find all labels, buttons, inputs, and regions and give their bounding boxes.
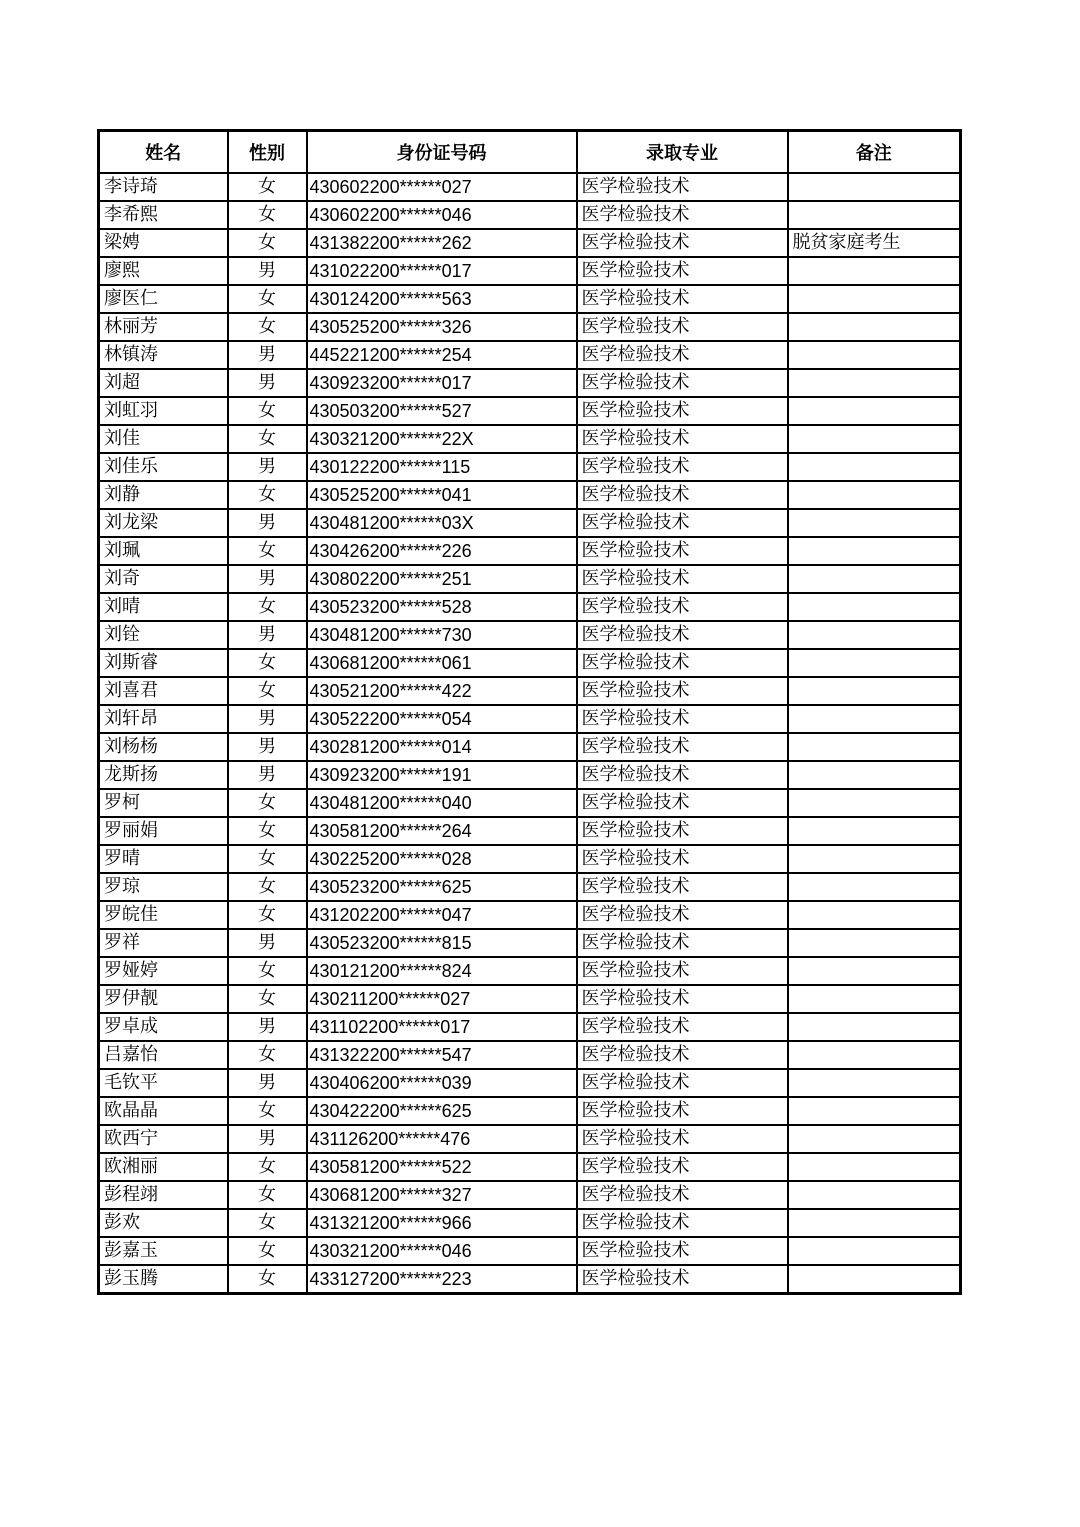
major-cell: 医学检验技术 — [577, 929, 788, 957]
table-row — [99, 1265, 961, 1294]
name-cell: 欧湘丽 — [99, 1153, 228, 1181]
id-number-cell: 445221200******254 — [307, 341, 577, 369]
table-row — [99, 1069, 961, 1097]
gender-cell: 女 — [228, 845, 307, 873]
table-row — [99, 1097, 961, 1125]
id-number-cell: 430923200******017 — [307, 369, 577, 397]
remark-cell — [788, 733, 961, 761]
table-row — [99, 761, 961, 789]
id-number-cell: 433127200******223 — [307, 1265, 577, 1294]
name-cell: 欧西宁 — [99, 1125, 228, 1153]
name-cell: 彭玉腾 — [99, 1265, 228, 1294]
major-cell: 医学检验技术 — [577, 621, 788, 649]
name-cell: 刘龙梁 — [99, 509, 228, 537]
id-number-cell: 430121200******824 — [307, 957, 577, 985]
table-row — [99, 845, 961, 873]
remark-cell — [788, 621, 961, 649]
name-cell: 林丽芳 — [99, 313, 228, 341]
major-cell: 医学检验技术 — [577, 229, 788, 257]
gender-cell: 女 — [228, 1041, 307, 1069]
gender-cell: 女 — [228, 1209, 307, 1237]
remark-cell — [788, 509, 961, 537]
gender-cell: 男 — [228, 1013, 307, 1041]
name-cell: 刘晴 — [99, 593, 228, 621]
major-cell: 医学检验技术 — [577, 593, 788, 621]
remark-cell — [788, 313, 961, 341]
table-row — [99, 397, 961, 425]
table-row — [99, 705, 961, 733]
name-cell: 刘静 — [99, 481, 228, 509]
gender-cell: 男 — [228, 257, 307, 285]
name-cell: 刘虹羽 — [99, 397, 228, 425]
major-cell: 医学检验技术 — [577, 1265, 788, 1294]
major-cell: 医学检验技术 — [577, 649, 788, 677]
name-cell: 龙斯扬 — [99, 761, 228, 789]
gender-cell: 男 — [228, 621, 307, 649]
id-number-cell: 430225200******028 — [307, 845, 577, 873]
name-cell: 林镇涛 — [99, 341, 228, 369]
name-cell: 罗祥 — [99, 929, 228, 957]
id-number-cell: 430523200******625 — [307, 873, 577, 901]
id-number-cell: 430124200******563 — [307, 285, 577, 313]
id-number-cell: 430481200******040 — [307, 789, 577, 817]
table-row — [99, 929, 961, 957]
name-cell: 罗丽娟 — [99, 817, 228, 845]
table-row — [99, 229, 961, 257]
table-row — [99, 537, 961, 565]
major-cell: 医学检验技术 — [577, 873, 788, 901]
major-cell: 医学检验技术 — [577, 1097, 788, 1125]
name-cell: 李诗琦 — [99, 173, 228, 201]
remark-cell — [788, 173, 961, 201]
id-number-cell: 430923200******191 — [307, 761, 577, 789]
remark-cell — [788, 593, 961, 621]
major-cell: 医学检验技术 — [577, 369, 788, 397]
remark-cell — [788, 425, 961, 453]
name-cell: 刘佳乐 — [99, 453, 228, 481]
id-number-cell: 430602200******027 — [307, 173, 577, 201]
gender-cell: 女 — [228, 873, 307, 901]
gender-cell: 女 — [228, 1181, 307, 1209]
table-body — [99, 173, 961, 1294]
name-cell: 欧晶晶 — [99, 1097, 228, 1125]
id-number-cell: 430211200******027 — [307, 985, 577, 1013]
remark-cell — [788, 1237, 961, 1265]
id-number-cell: 431022200******017 — [307, 257, 577, 285]
major-cell: 医学检验技术 — [577, 481, 788, 509]
major-cell: 医学检验技术 — [577, 1041, 788, 1069]
gender-cell: 女 — [228, 1153, 307, 1181]
name-cell: 刘珮 — [99, 537, 228, 565]
remark-cell — [788, 957, 961, 985]
id-number-cell: 430426200******226 — [307, 537, 577, 565]
gender-cell: 女 — [228, 173, 307, 201]
gender-cell: 女 — [228, 1097, 307, 1125]
name-cell: 刘超 — [99, 369, 228, 397]
gender-cell: 女 — [228, 285, 307, 313]
name-cell: 刘奇 — [99, 565, 228, 593]
table-row — [99, 453, 961, 481]
name-cell: 罗卓成 — [99, 1013, 228, 1041]
gender-cell: 男 — [228, 369, 307, 397]
id-number-cell: 430521200******422 — [307, 677, 577, 705]
major-cell: 医学检验技术 — [577, 985, 788, 1013]
name-cell: 罗皖佳 — [99, 901, 228, 929]
remark-cell — [788, 397, 961, 425]
name-cell: 刘杨杨 — [99, 733, 228, 761]
remark-cell: 脱贫家庭考生 — [788, 229, 961, 257]
id-number-cell: 430321200******046 — [307, 1237, 577, 1265]
remark-cell — [788, 929, 961, 957]
table-row — [99, 1237, 961, 1265]
name-cell: 罗晴 — [99, 845, 228, 873]
gender-cell: 男 — [228, 733, 307, 761]
gender-cell: 女 — [228, 789, 307, 817]
gender-cell: 男 — [228, 761, 307, 789]
gender-cell: 女 — [228, 481, 307, 509]
table-header — [99, 131, 961, 174]
remark-cell — [788, 285, 961, 313]
major-cell: 医学检验技术 — [577, 565, 788, 593]
id-number-cell: 431322200******547 — [307, 1041, 577, 1069]
remark-cell — [788, 817, 961, 845]
table-row — [99, 257, 961, 285]
remark-cell — [788, 705, 961, 733]
gender-cell: 男 — [228, 565, 307, 593]
remark-cell — [788, 341, 961, 369]
gender-cell: 女 — [228, 957, 307, 985]
remark-cell — [788, 481, 961, 509]
gender-cell: 女 — [228, 817, 307, 845]
major-cell: 医学检验技术 — [577, 1013, 788, 1041]
gender-cell: 女 — [228, 313, 307, 341]
table-row — [99, 1181, 961, 1209]
id-number-cell: 430281200******014 — [307, 733, 577, 761]
id-number-cell: 430523200******815 — [307, 929, 577, 957]
name-cell: 刘轩昂 — [99, 705, 228, 733]
id-number-cell: 430602200******046 — [307, 201, 577, 229]
remark-cell — [788, 1153, 961, 1181]
table-row — [99, 1013, 961, 1041]
remark-cell — [788, 1265, 961, 1294]
id-number-cell: 430406200******039 — [307, 1069, 577, 1097]
major-cell: 医学检验技术 — [577, 1237, 788, 1265]
id-number-cell: 430681200******061 — [307, 649, 577, 677]
table-row — [99, 985, 961, 1013]
gender-cell: 女 — [228, 229, 307, 257]
remark-cell — [788, 1181, 961, 1209]
id-number-cell: 430525200******041 — [307, 481, 577, 509]
gender-cell: 女 — [228, 593, 307, 621]
table-row — [99, 425, 961, 453]
id-number-cell: 430581200******522 — [307, 1153, 577, 1181]
header-remark: 备注 — [788, 131, 961, 174]
major-cell: 医学检验技术 — [577, 789, 788, 817]
remark-cell — [788, 1097, 961, 1125]
name-cell: 毛钦平 — [99, 1069, 228, 1097]
table-row — [99, 285, 961, 313]
name-cell: 彭程翊 — [99, 1181, 228, 1209]
table-row — [99, 901, 961, 929]
major-cell: 医学检验技术 — [577, 425, 788, 453]
major-cell: 医学检验技术 — [577, 957, 788, 985]
id-number-cell: 431102200******017 — [307, 1013, 577, 1041]
table-row — [99, 313, 961, 341]
id-number-cell: 430525200******326 — [307, 313, 577, 341]
name-cell: 吕嘉怡 — [99, 1041, 228, 1069]
header-major: 录取专业 — [577, 131, 788, 174]
remark-cell — [788, 1041, 961, 1069]
remark-cell — [788, 1209, 961, 1237]
major-cell: 医学检验技术 — [577, 313, 788, 341]
gender-cell: 女 — [228, 985, 307, 1013]
major-cell: 医学检验技术 — [577, 1125, 788, 1153]
name-cell: 罗娅婷 — [99, 957, 228, 985]
remark-cell — [788, 537, 961, 565]
table-row — [99, 677, 961, 705]
table-row — [99, 1153, 961, 1181]
id-number-cell: 430581200******264 — [307, 817, 577, 845]
name-cell: 梁娉 — [99, 229, 228, 257]
name-cell: 刘斯睿 — [99, 649, 228, 677]
table-row — [99, 1209, 961, 1237]
table-row — [99, 649, 961, 677]
remark-cell — [788, 1125, 961, 1153]
table-row — [99, 789, 961, 817]
major-cell: 医学检验技术 — [577, 1181, 788, 1209]
id-number-cell: 430681200******327 — [307, 1181, 577, 1209]
table-row — [99, 341, 961, 369]
id-number-cell: 431382200******262 — [307, 229, 577, 257]
remark-cell — [788, 985, 961, 1013]
name-cell: 刘喜君 — [99, 677, 228, 705]
id-number-cell: 430122200******115 — [307, 453, 577, 481]
gender-cell: 女 — [228, 537, 307, 565]
table-row — [99, 509, 961, 537]
table-row — [99, 481, 961, 509]
gender-cell: 男 — [228, 705, 307, 733]
id-number-cell: 430503200******527 — [307, 397, 577, 425]
id-number-cell: 430523200******528 — [307, 593, 577, 621]
remark-cell — [788, 453, 961, 481]
id-number-cell: 430321200******22X — [307, 425, 577, 453]
major-cell: 医学检验技术 — [577, 285, 788, 313]
name-cell: 廖医仁 — [99, 285, 228, 313]
major-cell: 医学检验技术 — [577, 677, 788, 705]
major-cell: 医学检验技术 — [577, 397, 788, 425]
gender-cell: 女 — [228, 1265, 307, 1294]
major-cell: 医学检验技术 — [577, 901, 788, 929]
id-number-cell: 430422200******625 — [307, 1097, 577, 1125]
gender-cell: 男 — [228, 341, 307, 369]
major-cell: 医学检验技术 — [577, 1153, 788, 1181]
gender-cell: 女 — [228, 649, 307, 677]
table-row — [99, 1041, 961, 1069]
major-cell: 医学检验技术 — [577, 341, 788, 369]
remark-cell — [788, 369, 961, 397]
gender-cell: 女 — [228, 901, 307, 929]
remark-cell — [788, 677, 961, 705]
id-number-cell: 431126200******476 — [307, 1125, 577, 1153]
table-row — [99, 565, 961, 593]
gender-cell: 男 — [228, 1125, 307, 1153]
remark-cell — [788, 565, 961, 593]
table-row — [99, 817, 961, 845]
remark-cell — [788, 1069, 961, 1097]
id-number-cell: 430522200******054 — [307, 705, 577, 733]
major-cell: 医学检验技术 — [577, 705, 788, 733]
remark-cell — [788, 649, 961, 677]
id-number-cell: 431202200******047 — [307, 901, 577, 929]
name-cell: 彭欢 — [99, 1209, 228, 1237]
name-cell: 李希熙 — [99, 201, 228, 229]
major-cell: 医学检验技术 — [577, 1069, 788, 1097]
gender-cell: 女 — [228, 425, 307, 453]
table-row — [99, 1125, 961, 1153]
major-cell: 医学检验技术 — [577, 453, 788, 481]
remark-cell — [788, 257, 961, 285]
name-cell: 彭嘉玉 — [99, 1237, 228, 1265]
major-cell: 医学检验技术 — [577, 173, 788, 201]
header-id-number: 身份证号码 — [307, 131, 577, 174]
header-gender: 性别 — [228, 131, 307, 174]
major-cell: 医学检验技术 — [577, 845, 788, 873]
gender-cell: 男 — [228, 453, 307, 481]
major-cell: 医学检验技术 — [577, 733, 788, 761]
gender-cell: 男 — [228, 1069, 307, 1097]
gender-cell: 女 — [228, 677, 307, 705]
major-cell: 医学检验技术 — [577, 201, 788, 229]
name-cell: 罗柯 — [99, 789, 228, 817]
table-row — [99, 957, 961, 985]
gender-cell: 女 — [228, 397, 307, 425]
table-row — [99, 173, 961, 201]
table-row — [99, 369, 961, 397]
name-cell: 廖熙 — [99, 257, 228, 285]
remark-cell — [788, 873, 961, 901]
id-number-cell: 430481200******03X — [307, 509, 577, 537]
remark-cell — [788, 845, 961, 873]
major-cell: 医学检验技术 — [577, 817, 788, 845]
name-cell: 刘佳 — [99, 425, 228, 453]
header-name: 姓名 — [99, 131, 228, 174]
name-cell: 刘铨 — [99, 621, 228, 649]
gender-cell: 女 — [228, 201, 307, 229]
remark-cell — [788, 201, 961, 229]
major-cell: 医学检验技术 — [577, 1209, 788, 1237]
remark-cell — [788, 761, 961, 789]
header-row — [99, 131, 961, 174]
gender-cell: 女 — [228, 1237, 307, 1265]
gender-cell: 男 — [228, 509, 307, 537]
major-cell: 医学检验技术 — [577, 761, 788, 789]
table-row — [99, 201, 961, 229]
name-cell: 罗伊靓 — [99, 985, 228, 1013]
admission-table — [97, 129, 962, 1295]
table-row — [99, 621, 961, 649]
table-row — [99, 873, 961, 901]
major-cell: 医学检验技术 — [577, 257, 788, 285]
major-cell: 医学检验技术 — [577, 509, 788, 537]
table-row — [99, 733, 961, 761]
id-number-cell: 430802200******251 — [307, 565, 577, 593]
gender-cell: 男 — [228, 929, 307, 957]
table-row — [99, 593, 961, 621]
id-number-cell: 430481200******730 — [307, 621, 577, 649]
id-number-cell: 431321200******966 — [307, 1209, 577, 1237]
remark-cell — [788, 789, 961, 817]
remark-cell — [788, 1013, 961, 1041]
major-cell: 医学检验技术 — [577, 537, 788, 565]
name-cell: 罗琼 — [99, 873, 228, 901]
remark-cell — [788, 901, 961, 929]
